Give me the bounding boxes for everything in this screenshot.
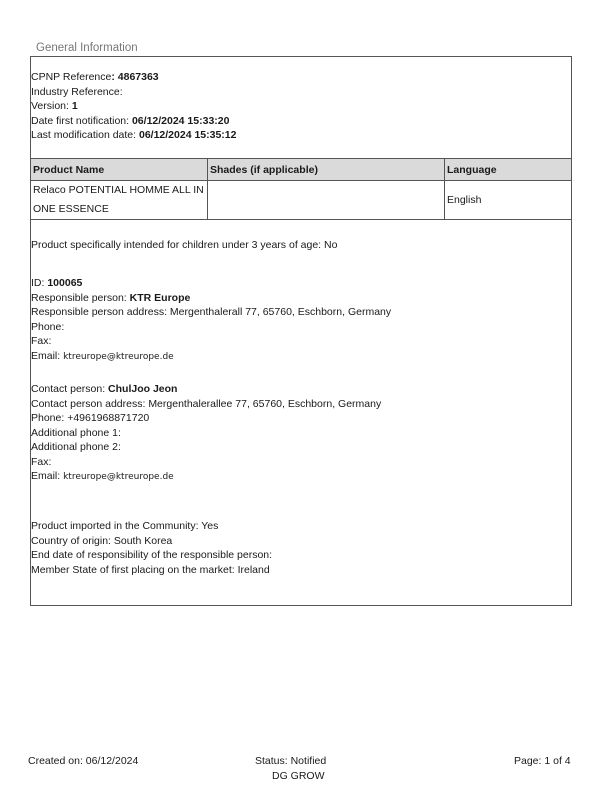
responsible-address: Responsible person address: Mergenthalerall 77, 65760, Eschborn, Germany xyxy=(31,306,392,318)
contact-person-value: ChulJoo Jeon xyxy=(108,383,178,395)
contact-person-block xyxy=(31,382,381,485)
last-modification-date-value: 06/12/2024 15:35:12 xyxy=(138,129,237,141)
footer-dg-grow: DG GROW xyxy=(272,770,325,782)
responsible-person-value: KTR Europe xyxy=(129,291,191,304)
contact-additional-phone-1: Additional phone 1: xyxy=(31,426,121,439)
table-header-row xyxy=(31,159,572,181)
responsible-person-block xyxy=(31,276,391,364)
version: Version: 1 xyxy=(31,100,78,112)
section-title: General Information xyxy=(36,42,138,54)
column-header-language: Language xyxy=(445,159,572,181)
footer-status: Status: Notified xyxy=(255,755,327,767)
product-imported-line: Product imported in the Community: Yes xyxy=(31,520,219,532)
end-date-responsibility-line: End date of responsibility of the responsible person: xyxy=(31,549,273,561)
language-cell: English xyxy=(445,181,572,220)
member-state-line: Member State of first placing on the market: Ireland xyxy=(31,563,270,576)
footer-page-number: Page: 1 of 4 xyxy=(514,755,571,767)
column-header-product-name: Product Name xyxy=(31,159,208,181)
version-value: 1 xyxy=(71,100,78,112)
responsible-person: Responsible person: KTR Europe xyxy=(31,291,191,304)
children-block xyxy=(31,238,337,253)
date-first-notification-value: 06/12/2024 15:33:20 xyxy=(131,114,230,127)
origin-block xyxy=(31,519,272,577)
responsible-id: ID: 100065 xyxy=(31,277,83,289)
contact-phone: Phone: +4961968871720 xyxy=(31,412,150,424)
cpnp-reference-value: : 4867363 xyxy=(111,71,159,83)
responsible-email: Email: ktreurope@ktreurope.de xyxy=(31,349,174,362)
industry-reference: Industry Reference: xyxy=(31,85,123,98)
contact-person: Contact person: ChulJoo Jeon xyxy=(31,383,178,395)
contact-additional-phone-2: Additional phone 2: xyxy=(31,441,121,453)
date-first-notification: Date first notification: 06/12/2024 15:33:20 xyxy=(31,114,230,127)
contact-email: Email: ktreurope@ktreurope.de xyxy=(31,470,174,482)
products-table xyxy=(30,158,572,220)
last-modification-date: Last modification date: 06/12/2024 15:35:12 xyxy=(31,129,237,141)
product-name-cell: Relaco POTENTIAL HOMME ALL IN ONE ESSENCE xyxy=(31,181,208,220)
shades-cell xyxy=(208,181,445,220)
cpnp-reference: CPNP Reference: 4867363 xyxy=(31,71,159,83)
responsible-id-value: 100065 xyxy=(47,277,83,289)
contact-fax: Fax: xyxy=(31,455,52,468)
header-block xyxy=(31,70,236,143)
footer-created-on: Created on: 06/12/2024 xyxy=(28,755,139,767)
country-of-origin-line: Country of origin: South Korea xyxy=(31,534,173,547)
table-row xyxy=(31,181,572,220)
column-header-shades: Shades (if applicable) xyxy=(208,159,445,181)
responsible-fax: Fax: xyxy=(31,335,52,347)
responsible-phone: Phone: xyxy=(31,320,65,333)
responsible-email-value: ktreurope@ktreurope.de xyxy=(63,351,174,362)
contact-email-value: ktreurope@ktreurope.de xyxy=(63,472,174,482)
contact-address: Contact person address: Mergenthalerallee 77, 65760, Eschborn, Germany xyxy=(31,397,382,410)
children-under-3-line: Product specifically intended for children under 3 years of age: No xyxy=(31,239,338,251)
